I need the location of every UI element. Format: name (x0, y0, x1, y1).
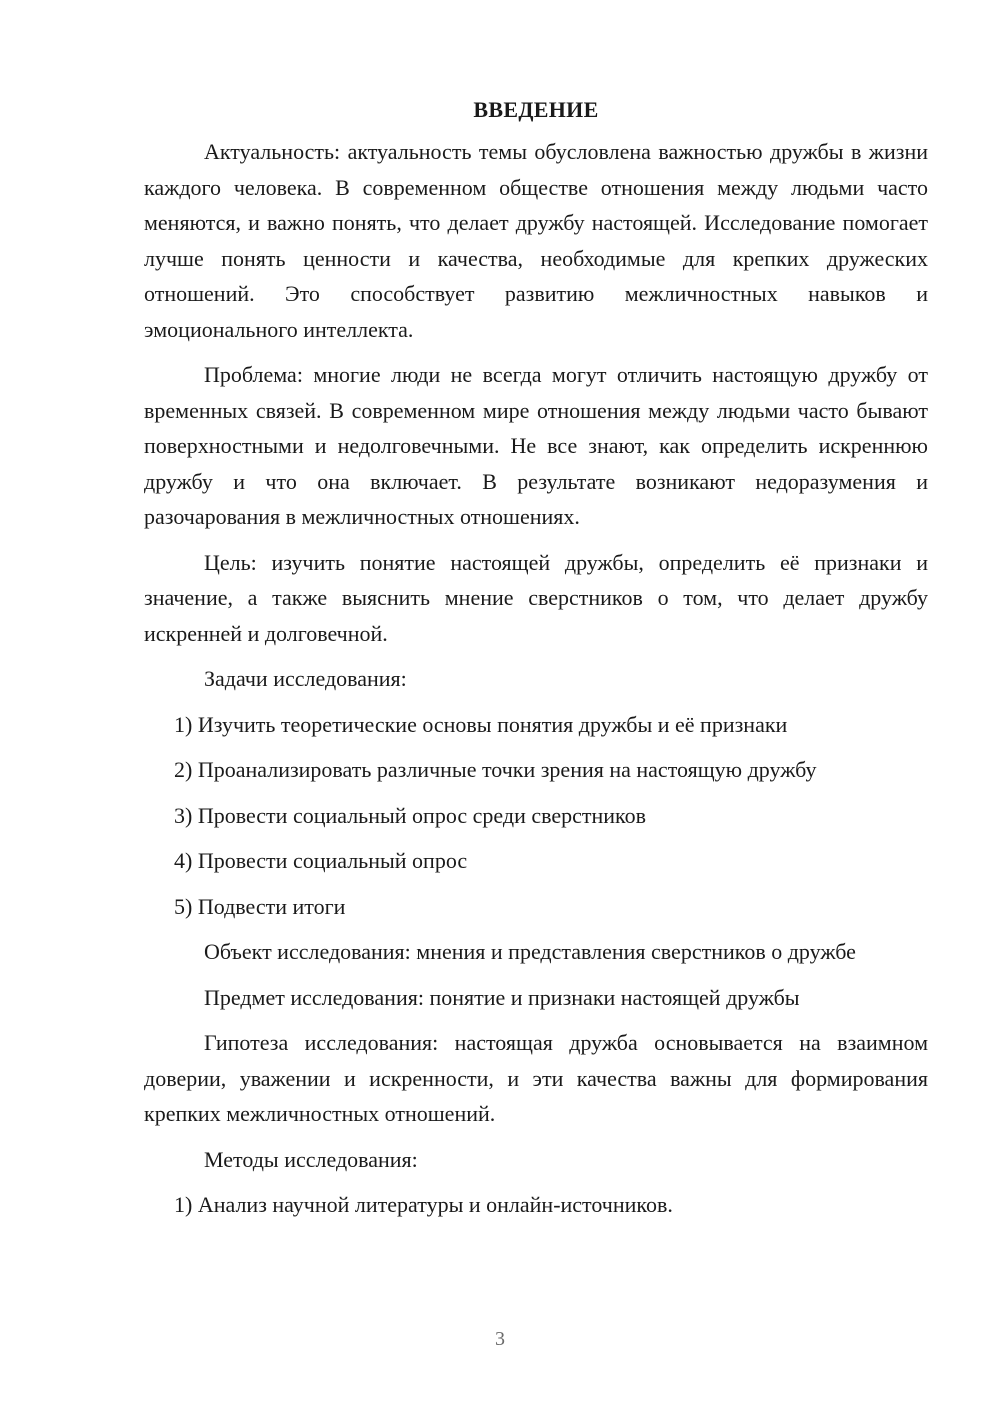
task-item-3: 3) Провести социальный опрос среди сверстников (174, 802, 647, 828)
task-item-4: 4) Провести социальный опрос (174, 848, 468, 873)
task-item-1: 1) Изучить теоретические основы понятия дружбы и её признаки (174, 711, 788, 737)
paragraph-goal: Цель: изучить понятие настоящей дружбы, определить её признаки и значение, а также выяснить мнение сверстников о том, что делает дружбу искренней и долговечной. (144, 549, 928, 646)
paragraph-relevance: Актуальность: актуальность темы обусловлена важностью дружбы в жизни каждого человека. В современном обществе отношения между людьми часто меняются, и важно понять, что делает дружбу настоящей. Исследование помогает лучше понять ценности и качества, необходимые для крепких дружеских отношений. Это способствует развитию межличностных навыков и эмоционального интеллекта. (144, 139, 928, 342)
document-page (144, 92, 928, 1233)
paragraph-subject: Предмет исследования: понятие и признаки настоящей дружбы (204, 984, 800, 1010)
paragraph-tasks-heading: Задачи исследования: (204, 666, 407, 691)
methods-list (144, 1187, 928, 1223)
task-item-5: 5) Подвести итоги (174, 893, 346, 919)
page-title: ВВЕДЕНИЕ (473, 97, 599, 122)
paragraph-hypothesis: Гипотеза исследования: настоящая дружба основывается на взаимном доверии, уважении и искренности, и эти качества важны для формирования крепких межличностных отношений. (144, 1030, 928, 1126)
task-item-2: 2) Проанализировать различные точки зрения на настоящую дружбу (174, 757, 817, 782)
tasks-list (144, 707, 928, 925)
paragraph-methods-heading: Методы исследования: (204, 1146, 418, 1172)
method-item-1: 1) Анализ научной литературы и онлайн-источников. (174, 1192, 673, 1217)
paragraph-object: Объект исследования: мнения и представления сверстников о дружбе (204, 939, 856, 964)
page-number: 3 (495, 1328, 505, 1350)
paragraph-problem: Проблема: многие люди не всегда могут отличить настоящую дружбу от временных связей. В современном мире отношения между людьми часто бывают поверхностными и недолговечными. Не все знают, как определить искреннюю дружбу и что она включает. В результате возникают недоразумения и разочарования в межличностных отношениях. (144, 362, 928, 529)
